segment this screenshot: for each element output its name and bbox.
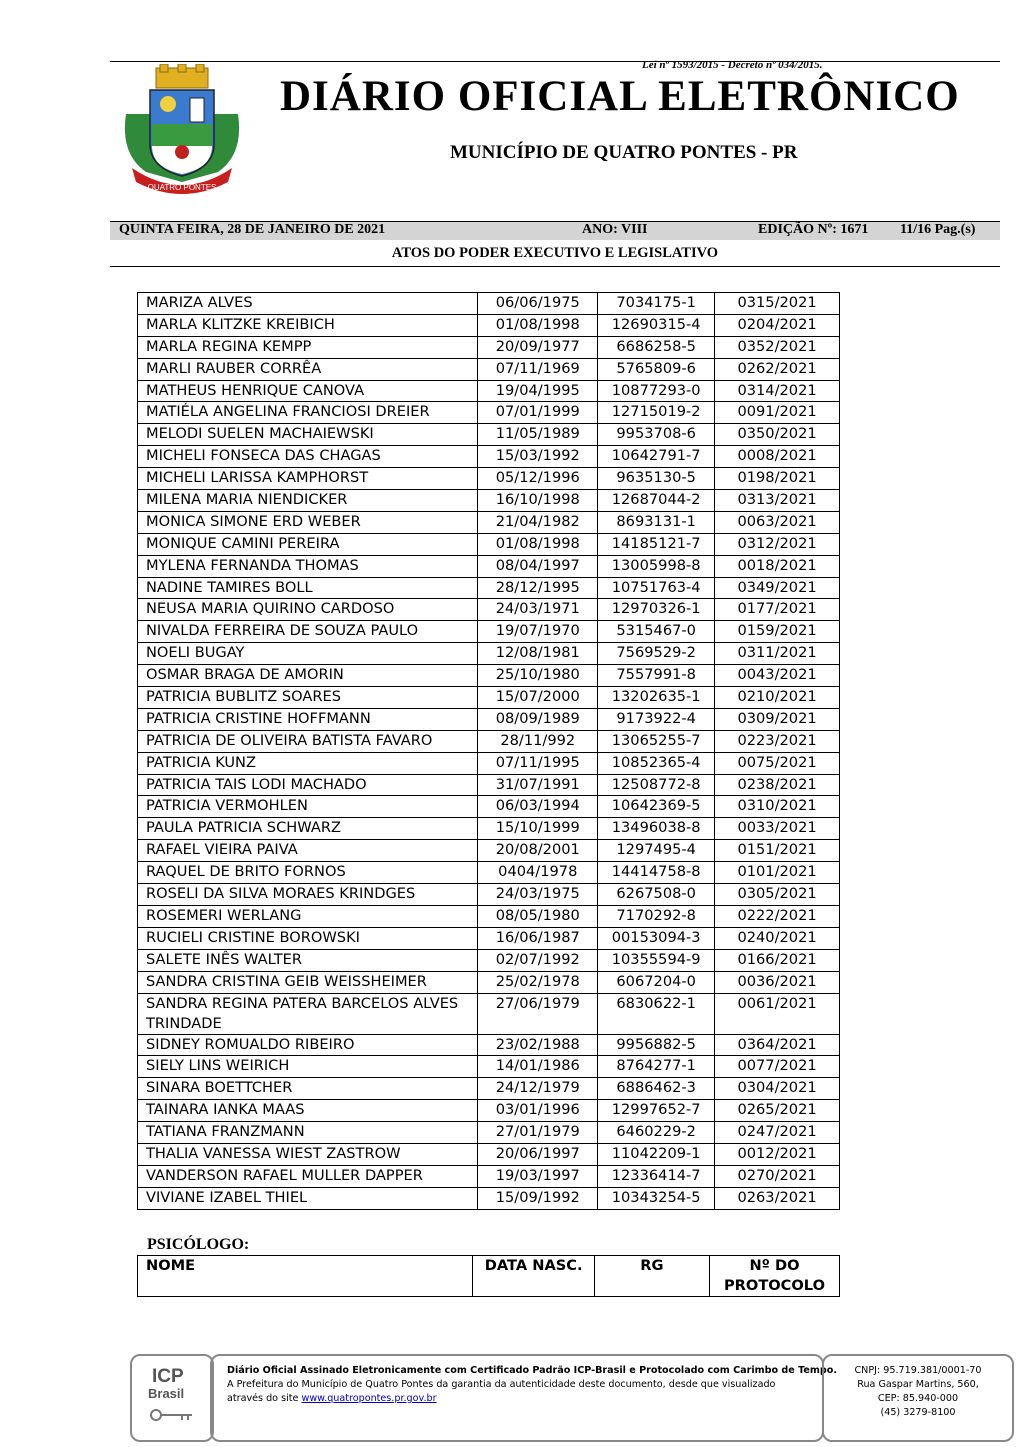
cell-birth-date: 16/06/1987 [478, 927, 598, 949]
table-row [138, 665, 840, 687]
table-row [138, 621, 840, 643]
cell-name: MARIZA ALVES [138, 293, 478, 315]
cell-protocol: 0240/2021 [715, 927, 840, 949]
cell-rg: 7034175-1 [598, 293, 715, 315]
table-row [138, 949, 840, 971]
table-row [138, 293, 840, 315]
cell-name: SIDNEY ROMUALDO RIBEIRO [138, 1034, 478, 1056]
cell-protocol: 0310/2021 [715, 796, 840, 818]
cell-birth-date: 27/06/1979 [478, 993, 598, 1034]
cell-name: NOELI BUGAY [138, 643, 478, 665]
cell-rg: 9635130-5 [598, 468, 715, 490]
table-row [138, 1143, 840, 1165]
cell-protocol: 0223/2021 [715, 730, 840, 752]
cell-name: NADINE TAMIRES BOLL [138, 577, 478, 599]
cell-birth-date: 24/03/1975 [478, 884, 598, 906]
cell-birth-date: 27/01/1979 [478, 1122, 598, 1144]
cell-birth-date: 15/03/1992 [478, 446, 598, 468]
cell-birth-date: 01/08/1998 [478, 533, 598, 555]
cell-rg: 9173922-4 [598, 708, 715, 730]
cell-protocol: 0352/2021 [715, 336, 840, 358]
year-label: ANO: VIII [582, 222, 648, 237]
cell-name: OSMAR BRAGA DE AMORIN [138, 665, 478, 687]
cell-protocol: 0204/2021 [715, 314, 840, 336]
cell-name: PATRICIA TAIS LODI MACHADO [138, 774, 478, 796]
table-row [138, 1187, 840, 1209]
cell-rg: 13496038-8 [598, 818, 715, 840]
cell-protocol: 0091/2021 [715, 402, 840, 424]
cell-birth-date: 24/12/1979 [478, 1078, 598, 1100]
municipal-crest-logo [116, 64, 248, 196]
cell-name: NIVALDA FERREIRA DE SOUZA PAULO [138, 621, 478, 643]
cell-protocol: 0008/2021 [715, 446, 840, 468]
footer-line-3 [227, 1392, 437, 1406]
table-row [138, 971, 840, 993]
cell-birth-date: 01/08/1998 [478, 314, 598, 336]
table-row [138, 774, 840, 796]
table-row [138, 730, 840, 752]
cell-protocol: 0177/2021 [715, 599, 840, 621]
cell-birth-date: 03/01/1996 [478, 1100, 598, 1122]
key-icon [150, 1408, 194, 1422]
table-row [138, 555, 840, 577]
cell-rg: 14185121-7 [598, 533, 715, 555]
cell-rg: 6460229-2 [598, 1122, 715, 1144]
cell-name: MONIQUE CAMINI PEREIRA [138, 533, 478, 555]
cell-rg: 9956882-5 [598, 1034, 715, 1056]
table-row [138, 336, 840, 358]
cell-name: PATRICIA CRISTINE HOFFMANN [138, 708, 478, 730]
table-row [138, 533, 840, 555]
cell-protocol: 0151/2021 [715, 840, 840, 862]
cell-rg: 13202635-1 [598, 687, 715, 709]
footer-contact [822, 1354, 1014, 1442]
table-row [138, 1056, 840, 1078]
cell-name: PATRICIA KUNZ [138, 752, 478, 774]
cell-name: SALETE INÊS WALTER [138, 949, 478, 971]
cell-rg: 6686258-5 [598, 336, 715, 358]
cell-protocol: 0033/2021 [715, 818, 840, 840]
cell-name: MILENA MARIA NIENDICKER [138, 490, 478, 512]
cell-protocol: 0018/2021 [715, 555, 840, 577]
cell-name: TATIANA FRANZMANN [138, 1122, 478, 1144]
phone: (45) 3279-8100 [880, 1407, 956, 1418]
cell-birth-date: 05/12/1996 [478, 468, 598, 490]
cell-protocol: 0313/2021 [715, 490, 840, 512]
cell-birth-date: 28/12/1995 [478, 577, 598, 599]
cell-rg: 10642369-5 [598, 796, 715, 818]
cell-name: MELODI SUELEN MACHAIEWSKI [138, 424, 478, 446]
cell-rg: 6067204-0 [598, 971, 715, 993]
cell-rg: 10343254-5 [598, 1187, 715, 1209]
cell-rg: 00153094-3 [598, 927, 715, 949]
address: Rua Gaspar Martins, 560, [857, 1379, 979, 1390]
table-row [138, 446, 840, 468]
cell-name: MICHELI LARISSA KAMPHORST [138, 468, 478, 490]
cell-rg: 7569529-2 [598, 643, 715, 665]
cell-birth-date: 16/10/1998 [478, 490, 598, 512]
footer-line-2: A Prefeitura do Município de Quatro Pontes da garantia da autenticidade deste documento, desde que visualizado [227, 1379, 776, 1390]
cell-rg: 12508772-8 [598, 774, 715, 796]
cell-birth-date: 07/11/1969 [478, 358, 598, 380]
website-link[interactable]: www.quatropontes.pr.gov.br [301, 1393, 437, 1404]
cell-protocol: 0012/2021 [715, 1143, 840, 1165]
cell-protocol: 0101/2021 [715, 862, 840, 884]
table-row [138, 314, 840, 336]
cell-rg: 9953708-6 [598, 424, 715, 446]
cell-name: TAINARA IANKA MAAS [138, 1100, 478, 1122]
table-row [138, 752, 840, 774]
table-row [138, 687, 840, 709]
cell-birth-date: 12/08/1981 [478, 643, 598, 665]
cell-name: MARLI RAUBER CORRÊA [138, 358, 478, 380]
cell-protocol: 0043/2021 [715, 665, 840, 687]
cell-rg: 10355594-9 [598, 949, 715, 971]
cell-rg: 6830622-1 [598, 993, 715, 1034]
cell-rg: 5315467-0 [598, 621, 715, 643]
icp-text: ICP [152, 1366, 184, 1387]
cell-rg: 12970326-1 [598, 599, 715, 621]
cell-name: THALIA VANESSA WIEST ZASTROW [138, 1143, 478, 1165]
psicologo-table [137, 1255, 840, 1297]
cell-birth-date: 06/06/1975 [478, 293, 598, 315]
cell-birth-date: 11/05/1989 [478, 424, 598, 446]
cell-protocol: 0312/2021 [715, 533, 840, 555]
cell-birth-date: 20/09/1977 [478, 336, 598, 358]
cell-rg: 8764277-1 [598, 1056, 715, 1078]
cell-birth-date: 07/01/1999 [478, 402, 598, 424]
header-rule [110, 61, 1000, 62]
page-title: DIÁRIO OFICIAL ELETRÔNICO [280, 73, 960, 120]
header-rg: RG [594, 1256, 709, 1297]
cell-name: ROSELI DA SILVA MORAES KRINDGES [138, 884, 478, 906]
cell-protocol: 0315/2021 [715, 293, 840, 315]
table-row [138, 1034, 840, 1056]
cell-name: RAQUEL DE BRITO FORNOS [138, 862, 478, 884]
cell-name: RUCIELI CRISTINE BOROWSKI [138, 927, 478, 949]
cell-name: RAFAEL VIEIRA PAIVA [138, 840, 478, 862]
cell-name: PATRICIA DE OLIVEIRA BATISTA FAVARO [138, 730, 478, 752]
cell-rg: 6886462-3 [598, 1078, 715, 1100]
table-row [138, 993, 840, 1034]
table-row [138, 643, 840, 665]
cell-rg: 12715019-2 [598, 402, 715, 424]
cell-protocol: 0238/2021 [715, 774, 840, 796]
cell-birth-date: 0404/1978 [478, 862, 598, 884]
cell-protocol: 0270/2021 [715, 1165, 840, 1187]
cell-name: PATRICIA BUBLITZ SOARES [138, 687, 478, 709]
cell-birth-date: 08/09/1989 [478, 708, 598, 730]
cell-rg: 12687044-2 [598, 490, 715, 512]
table-row [138, 424, 840, 446]
psicologo-heading: PSICÓLOGO: [147, 1236, 250, 1253]
cell-protocol: 0305/2021 [715, 884, 840, 906]
cell-rg: 11042209-1 [598, 1143, 715, 1165]
cell-rg: 12336414-7 [598, 1165, 715, 1187]
cell-name: SANDRA CRISTINA GEIB WEISSHEIMER [138, 971, 478, 993]
table-row [138, 511, 840, 533]
cell-name: MONICA SIMONE ERD WEBER [138, 511, 478, 533]
cell-protocol: 0265/2021 [715, 1100, 840, 1122]
table-row [138, 468, 840, 490]
cell-birth-date: 19/03/1997 [478, 1165, 598, 1187]
table-row [138, 577, 840, 599]
table-row [138, 490, 840, 512]
brasil-text: Brasil [148, 1386, 185, 1401]
cell-rg: 12997652-7 [598, 1100, 715, 1122]
law-reference: Lei nº 1593/2015 - Decreto nº 034/2015. [642, 59, 823, 71]
cell-birth-date: 14/01/1986 [478, 1056, 598, 1078]
cell-rg: 7170292-8 [598, 905, 715, 927]
cell-protocol: 0304/2021 [715, 1078, 840, 1100]
cell-protocol: 0210/2021 [715, 687, 840, 709]
cell-birth-date: 25/10/1980 [478, 665, 598, 687]
cell-rg: 13005998-8 [598, 555, 715, 577]
cell-protocol: 0350/2021 [715, 424, 840, 446]
footer-line-3-prefix: através do site [227, 1393, 302, 1404]
table-row [138, 1122, 840, 1144]
cell-name: VIVIANE IZABEL THIEL [138, 1187, 478, 1209]
cell-rg: 10877293-0 [598, 380, 715, 402]
cell-rg: 7557991-8 [598, 665, 715, 687]
cell-birth-date: 24/03/1971 [478, 599, 598, 621]
cell-birth-date: 08/05/1980 [478, 905, 598, 927]
cell-protocol: 0314/2021 [715, 380, 840, 402]
cell-protocol: 0262/2021 [715, 358, 840, 380]
candidates-table-body [138, 293, 840, 1210]
cell-rg: 10751763-4 [598, 577, 715, 599]
table-row [138, 884, 840, 906]
cell-protocol: 0222/2021 [715, 905, 840, 927]
cell-protocol: 0309/2021 [715, 708, 840, 730]
table-row [138, 1078, 840, 1100]
edition-number: EDIÇÃO Nº: 1671 [758, 222, 869, 237]
table-row [138, 862, 840, 884]
table-row [138, 840, 840, 862]
header-nome: NOME [138, 1256, 473, 1297]
cell-name: NEUSA MARIA QUIRINO CARDOSO [138, 599, 478, 621]
cell-birth-date: 21/04/1982 [478, 511, 598, 533]
cell-protocol: 0063/2021 [715, 511, 840, 533]
cell-birth-date: 19/04/1995 [478, 380, 598, 402]
cell-protocol: 0349/2021 [715, 577, 840, 599]
table-row [138, 818, 840, 840]
cell-birth-date: 15/10/1999 [478, 818, 598, 840]
edition-info-bar [110, 221, 1000, 240]
table-header-row [138, 1256, 840, 1297]
cell-birth-date: 08/04/1997 [478, 555, 598, 577]
cell-protocol: 0159/2021 [715, 621, 840, 643]
cnpj: CNPJ: 95.719.381/0001-70 [854, 1365, 982, 1376]
cell-rg: 10642791-7 [598, 446, 715, 468]
header-data-nasc: DATA NASC. [473, 1256, 594, 1297]
cell-name: SIELY LINS WEIRICH [138, 1056, 478, 1078]
cell-birth-date: 28/11/992 [478, 730, 598, 752]
cell-protocol: 0364/2021 [715, 1034, 840, 1056]
table-row [138, 599, 840, 621]
cell-name: SANDRA REGINA PATERA BARCELOS ALVES TRINDADE [138, 993, 478, 1034]
icp-brasil-logo [130, 1354, 214, 1442]
cell-birth-date: 06/03/1994 [478, 796, 598, 818]
cell-name: MARLA REGINA KEMPP [138, 336, 478, 358]
candidates-table [137, 292, 840, 1210]
footer-certification [210, 1354, 837, 1442]
table-row [138, 402, 840, 424]
cell-birth-date: 20/06/1997 [478, 1143, 598, 1165]
cell-birth-date: 07/11/1995 [478, 752, 598, 774]
table-row [138, 380, 840, 402]
table-row [138, 1165, 840, 1187]
cell-rg: 6267508-0 [598, 884, 715, 906]
cell-birth-date: 25/02/1978 [478, 971, 598, 993]
cell-birth-date: 31/07/1991 [478, 774, 598, 796]
svg-text:QUATRO PONTES: QUATRO PONTES [147, 183, 217, 192]
cell-protocol: 0263/2021 [715, 1187, 840, 1209]
cell-rg: 10852365-4 [598, 752, 715, 774]
cell-name: MARLA KLITZKE KREIBICH [138, 314, 478, 336]
cell-name: ROSEMERI WERLANG [138, 905, 478, 927]
table-row [138, 905, 840, 927]
cell-birth-date: 20/08/2001 [478, 840, 598, 862]
cell-birth-date: 19/07/1970 [478, 621, 598, 643]
section-title: ATOS DO PODER EXECUTIVO E LEGISLATIVO [391, 245, 719, 261]
table-row [138, 927, 840, 949]
cell-protocol: 0166/2021 [715, 949, 840, 971]
cell-name: SINARA BOETTCHER [138, 1078, 478, 1100]
cell-name: MICHELI FONSECA DAS CHAGAS [138, 446, 478, 468]
header-protocolo: Nº DO PROTOCOLO [709, 1256, 839, 1297]
municipality-name: MUNICÍPIO DE QUATRO PONTES - PR [450, 142, 798, 163]
cell-name: PAULA PATRICIA SCHWARZ [138, 818, 478, 840]
cell-rg: 8693131-1 [598, 511, 715, 533]
table-row [138, 358, 840, 380]
cell-birth-date: 02/07/1992 [478, 949, 598, 971]
cell-name: MATHEUS HENRIQUE CANOVA [138, 380, 478, 402]
cell-protocol: 0247/2021 [715, 1122, 840, 1144]
table-row [138, 796, 840, 818]
cell-rg: 1297495-4 [598, 840, 715, 862]
cell-name: VANDERSON RAFAEL MULLER DAPPER [138, 1165, 478, 1187]
cell-birth-date: 15/09/1992 [478, 1187, 598, 1209]
publication-date: QUINTA FEIRA, 28 DE JANEIRO DE 2021 [119, 222, 386, 237]
cell-birth-date: 15/07/2000 [478, 687, 598, 709]
cell-protocol: 0311/2021 [715, 643, 840, 665]
cell-protocol: 0036/2021 [715, 971, 840, 993]
table-row [138, 708, 840, 730]
cell-protocol: 0075/2021 [715, 752, 840, 774]
page-count: 11/16 Pag.(s) [900, 222, 976, 237]
section-rule [110, 266, 1000, 267]
table-row [138, 1100, 840, 1122]
cell-name: PATRICIA VERMOHLEN [138, 796, 478, 818]
cell-rg: 13065255-7 [598, 730, 715, 752]
cell-protocol: 0077/2021 [715, 1056, 840, 1078]
cell-protocol: 0061/2021 [715, 993, 840, 1034]
cell-name: MATIÉLA ANGELINA FRANCIOSI DREIER [138, 402, 478, 424]
cell-birth-date: 23/02/1988 [478, 1034, 598, 1056]
cell-protocol: 0198/2021 [715, 468, 840, 490]
cell-rg: 14414758-8 [598, 862, 715, 884]
cell-rg: 5765809-6 [598, 358, 715, 380]
cep: CEP: 85.940-000 [877, 1393, 959, 1404]
cell-name: MYLENA FERNANDA THOMAS [138, 555, 478, 577]
footer-line-1: Diário Oficial Assinado Eletronicamente com Certificado Padrão ICP-Brasil e Protocolado com Carimbo de Tempo. [227, 1365, 837, 1376]
cell-rg: 12690315-4 [598, 314, 715, 336]
